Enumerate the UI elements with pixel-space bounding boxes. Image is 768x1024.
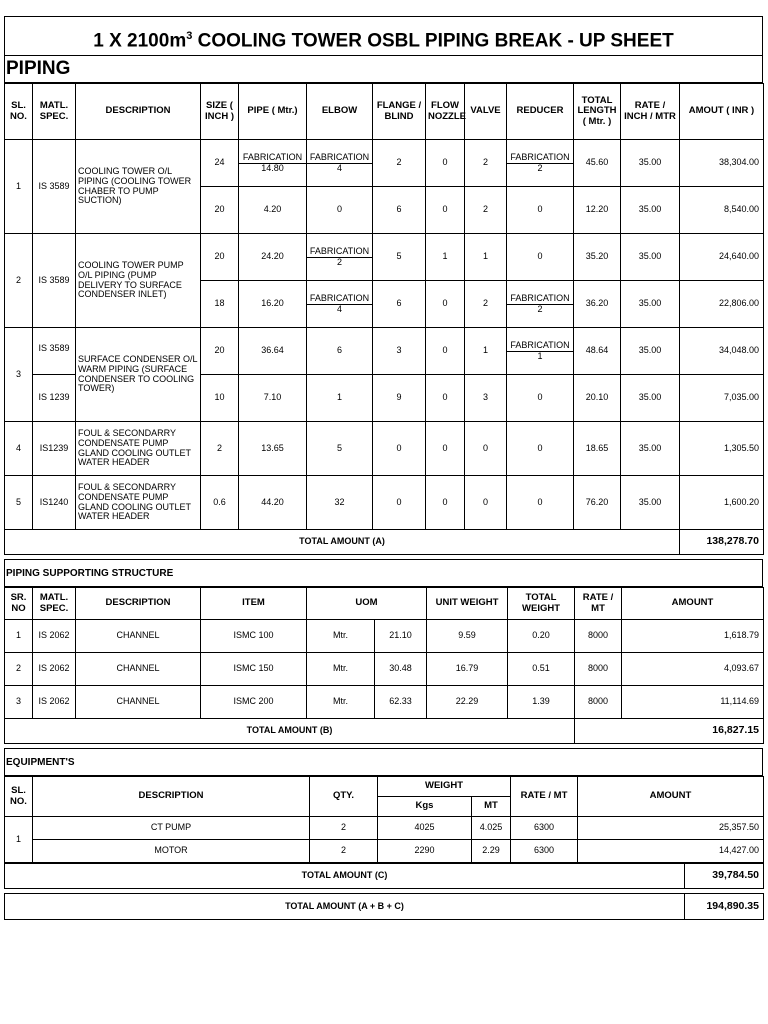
quantity: 30.48	[375, 653, 427, 686]
flange: 6	[373, 281, 426, 328]
size: 2	[201, 422, 239, 476]
col-rate: RATE / MT	[575, 588, 622, 620]
pipe: 36.64	[239, 328, 307, 375]
flange: 0	[373, 476, 426, 530]
col-pipe: PIPE ( Mtr.)	[239, 84, 307, 140]
elbow-cell: FABRICATION 4	[307, 140, 373, 187]
pipe: 44.20	[239, 476, 307, 530]
col-flange: FLANGE / BLIND	[373, 84, 426, 140]
matl-spec: IS 1239	[33, 375, 76, 422]
piping-heading: PIPING	[4, 56, 763, 83]
description: CHANNEL	[76, 620, 201, 653]
flow-nozzle: 0	[426, 422, 465, 476]
col-sl-no: SL. NO.	[5, 777, 33, 817]
piping-table	[4, 83, 764, 555]
description: COOLING TOWER O/L PIPING (COOLING TOWER CHABER TO PUMP SUCTION)	[76, 140, 201, 234]
size: 20	[201, 328, 239, 375]
col-kgs: Kgs	[378, 797, 472, 817]
amount: 38,304.00	[680, 140, 764, 187]
rate: 8000	[575, 653, 622, 686]
total-length: 35.20	[574, 234, 621, 281]
elbow: 5	[307, 422, 373, 476]
rate: 35.00	[621, 281, 680, 328]
uom: Mtr.	[307, 686, 375, 719]
amount: 14,427.00	[578, 840, 764, 863]
matl-spec: IS 3589	[33, 140, 76, 234]
description: FOUL & SECONDARRY CONDENSATE PUMP GLAND COOLING OUTLET WATER HEADER	[76, 422, 201, 476]
flange: 3	[373, 328, 426, 375]
description: FOUL & SECONDARRY CONDENSATE PUMP GLAND COOLING OUTLET WATER HEADER	[76, 476, 201, 530]
quantity: 62.33	[375, 686, 427, 719]
pipe: 4.20	[239, 187, 307, 234]
rate: 35.00	[621, 187, 680, 234]
reducer: 0	[507, 422, 574, 476]
table-row	[5, 817, 764, 840]
support-header-row	[5, 588, 764, 620]
matl-spec: IS1240	[33, 476, 76, 530]
total-c-table	[4, 863, 764, 889]
grand-total-table	[4, 893, 764, 920]
description: SURFACE CONDENSER O/L WARM PIPING (SURFACE CONDENSER TO COOLING TOWER)	[76, 328, 201, 422]
col-amount: AMOUNT	[578, 777, 764, 817]
valve: 1	[465, 234, 507, 281]
quantity: 21.10	[375, 620, 427, 653]
flow-nozzle: 0	[426, 375, 465, 422]
flow-nozzle: 0	[426, 281, 465, 328]
item: ISMC 150	[201, 653, 307, 686]
rate: 35.00	[621, 140, 680, 187]
matl-spec: IS1239	[33, 422, 76, 476]
amount: 1,600.20	[680, 476, 764, 530]
valve: 3	[465, 375, 507, 422]
elbow: 1	[307, 375, 373, 422]
size: 24	[201, 140, 239, 187]
size: 20	[201, 234, 239, 281]
flange: 9	[373, 375, 426, 422]
total-length: 12.20	[574, 187, 621, 234]
unit-weight: 16.79	[427, 653, 508, 686]
sr-no: 3	[5, 686, 33, 719]
pipe: 7.10	[239, 375, 307, 422]
total-weight: 0.51	[508, 653, 575, 686]
flange: 5	[373, 234, 426, 281]
unit-weight: 22.29	[427, 686, 508, 719]
table-row	[5, 476, 764, 530]
equipment-table	[4, 776, 764, 863]
kgs: 2290	[378, 840, 472, 863]
reducer-cell: FABRICATION 2	[507, 140, 574, 187]
matl-spec: IS 3589	[33, 328, 76, 375]
col-description: DESCRIPTION	[76, 84, 201, 140]
total-length: 36.20	[574, 281, 621, 328]
amount: 1,305.50	[680, 422, 764, 476]
sl-no: 1	[5, 817, 33, 863]
col-total-length: TOTAL LENGTH ( Mtr. )	[574, 84, 621, 140]
amount: 24,640.00	[680, 234, 764, 281]
sl-no: 3	[5, 328, 33, 422]
mt: 2.29	[472, 840, 511, 863]
support-table	[4, 587, 764, 744]
total-label: TOTAL AMOUNT (B)	[5, 719, 575, 744]
amount: 4,093.67	[622, 653, 764, 686]
rate: 35.00	[621, 328, 680, 375]
amount: 25,357.50	[578, 817, 764, 840]
valve: 2	[465, 187, 507, 234]
uom: Mtr.	[307, 653, 375, 686]
uom: Mtr.	[307, 620, 375, 653]
valve: 2	[465, 140, 507, 187]
col-rate: RATE / MT	[511, 777, 578, 817]
total-length: 48.64	[574, 328, 621, 375]
col-sr-no: SR. NO	[5, 588, 33, 620]
table-row	[5, 234, 764, 281]
amount: 22,806.00	[680, 281, 764, 328]
col-flow-nozzle: FLOW NOZZLE	[426, 84, 465, 140]
table-row	[5, 422, 764, 476]
col-total-weight: TOTAL WEIGHT	[508, 588, 575, 620]
amount: 1,618.79	[622, 620, 764, 653]
total-length: 20.10	[574, 375, 621, 422]
grand-total-amount: 194,890.35	[685, 894, 764, 920]
col-amount: AMOUNT	[622, 588, 764, 620]
flow-nozzle: 0	[426, 328, 465, 375]
amount: 8,540.00	[680, 187, 764, 234]
total-label: TOTAL AMOUNT (C)	[5, 864, 685, 889]
mt: 4.025	[472, 817, 511, 840]
rate: 8000	[575, 620, 622, 653]
col-matl-spec: MATL. SPEC.	[33, 84, 76, 140]
support-heading: PIPING SUPPORTING STRUCTURE	[4, 559, 763, 587]
col-qty: QTY.	[310, 777, 378, 817]
flow-nozzle: 0	[426, 187, 465, 234]
sl-no: 5	[5, 476, 33, 530]
elbow: 6	[307, 328, 373, 375]
flow-nozzle: 0	[426, 476, 465, 530]
col-unit-weight: UNIT WEIGHT	[427, 588, 508, 620]
col-rate: RATE / INCH / MTR	[621, 84, 680, 140]
col-mt: MT	[472, 797, 511, 817]
qty: 2	[310, 817, 378, 840]
total-length: 76.20	[574, 476, 621, 530]
col-amount: AMOUT ( INR )	[680, 84, 764, 140]
matl-spec: IS 2062	[33, 686, 76, 719]
size: 0.6	[201, 476, 239, 530]
reducer: 0	[507, 476, 574, 530]
matl-spec: IS 2062	[33, 653, 76, 686]
elbow-cell: FABRICATION 4	[307, 281, 373, 328]
unit-weight: 9.59	[427, 620, 508, 653]
size: 18	[201, 281, 239, 328]
kgs: 4025	[378, 817, 472, 840]
pipe: 16.20	[239, 281, 307, 328]
flow-nozzle: 0	[426, 140, 465, 187]
amount: 34,048.00	[680, 328, 764, 375]
elbow-cell: FABRICATION 2	[307, 234, 373, 281]
item: ISMC 100	[201, 620, 307, 653]
total-row-a	[5, 530, 764, 555]
pipe: 13.65	[239, 422, 307, 476]
flange: 0	[373, 422, 426, 476]
break-up-sheet	[4, 16, 763, 920]
sl-no: 2	[5, 234, 33, 328]
grand-total-row	[5, 894, 764, 920]
grand-total-label: TOTAL AMOUNT (A + B + C)	[5, 894, 685, 920]
rate: 6300	[511, 817, 578, 840]
description: CHANNEL	[76, 653, 201, 686]
equipment-header-row	[5, 777, 764, 797]
sl-no: 4	[5, 422, 33, 476]
reducer: 0	[507, 187, 574, 234]
pipe-cell: FABRICATION 14.80	[239, 140, 307, 187]
rate: 35.00	[621, 375, 680, 422]
table-row	[5, 653, 764, 686]
total-amount: 138,278.70	[680, 530, 764, 555]
rate: 8000	[575, 686, 622, 719]
total-weight: 0.20	[508, 620, 575, 653]
col-size: SIZE ( INCH )	[201, 84, 239, 140]
col-weight: WEIGHT	[378, 777, 511, 797]
col-matl-spec: MATL. SPEC.	[33, 588, 76, 620]
total-label: TOTAL AMOUNT (A)	[5, 530, 680, 555]
pipe: 24.20	[239, 234, 307, 281]
table-row	[5, 686, 764, 719]
piping-header-row	[5, 84, 764, 140]
matl-spec: IS 2062	[33, 620, 76, 653]
rate: 35.00	[621, 476, 680, 530]
table-row	[5, 328, 764, 375]
matl-spec: IS 3589	[33, 234, 76, 328]
total-amount: 39,784.50	[685, 864, 764, 889]
elbow: 32	[307, 476, 373, 530]
amount: 7,035.00	[680, 375, 764, 422]
elbow: 0	[307, 187, 373, 234]
total-length: 45.60	[574, 140, 621, 187]
flow-nozzle: 1	[426, 234, 465, 281]
rate: 6300	[511, 840, 578, 863]
col-valve: VALVE	[465, 84, 507, 140]
valve: 0	[465, 422, 507, 476]
valve: 0	[465, 476, 507, 530]
col-description: DESCRIPTION	[76, 588, 201, 620]
valve: 1	[465, 328, 507, 375]
amount: 11,114.69	[622, 686, 764, 719]
col-sl-no: SL. NO.	[5, 84, 33, 140]
total-row-c	[5, 864, 764, 889]
reducer: 0	[507, 234, 574, 281]
table-row	[5, 840, 764, 863]
total-row-b	[5, 719, 764, 744]
col-elbow: ELBOW	[307, 84, 373, 140]
rate: 35.00	[621, 422, 680, 476]
reducer: 0	[507, 375, 574, 422]
description: COOLING TOWER PUMP O/L PIPING (PUMP DELIVERY TO SURFACE CONDENSER INLET)	[76, 234, 201, 328]
col-reducer: REDUCER	[507, 84, 574, 140]
flange: 6	[373, 187, 426, 234]
description: CT PUMP	[33, 817, 310, 840]
sheet-title: 1 X $2100m^3$ COOLING TOWER OSBL PIPING BREAK - UP SHEET	[4, 16, 763, 56]
description: MOTOR	[33, 840, 310, 863]
description: CHANNEL	[76, 686, 201, 719]
size: 10	[201, 375, 239, 422]
col-uom: UOM	[307, 588, 427, 620]
valve: 2	[465, 281, 507, 328]
total-weight: 1.39	[508, 686, 575, 719]
flange: 2	[373, 140, 426, 187]
reducer-cell: FABRICATION 1	[507, 328, 574, 375]
item: ISMC 200	[201, 686, 307, 719]
total-amount: 16,827.15	[575, 719, 764, 744]
equipment-heading: EQUIPMENT'S	[4, 748, 763, 776]
col-description: DESCRIPTION	[33, 777, 310, 817]
sr-no: 2	[5, 653, 33, 686]
rate: 35.00	[621, 234, 680, 281]
table-row	[5, 140, 764, 187]
sl-no: 1	[5, 140, 33, 234]
total-length: 18.65	[574, 422, 621, 476]
size: 20	[201, 187, 239, 234]
sr-no: 1	[5, 620, 33, 653]
reducer-cell: FABRICATION 2	[507, 281, 574, 328]
col-item: ITEM	[201, 588, 307, 620]
qty: 2	[310, 840, 378, 863]
table-row	[5, 620, 764, 653]
